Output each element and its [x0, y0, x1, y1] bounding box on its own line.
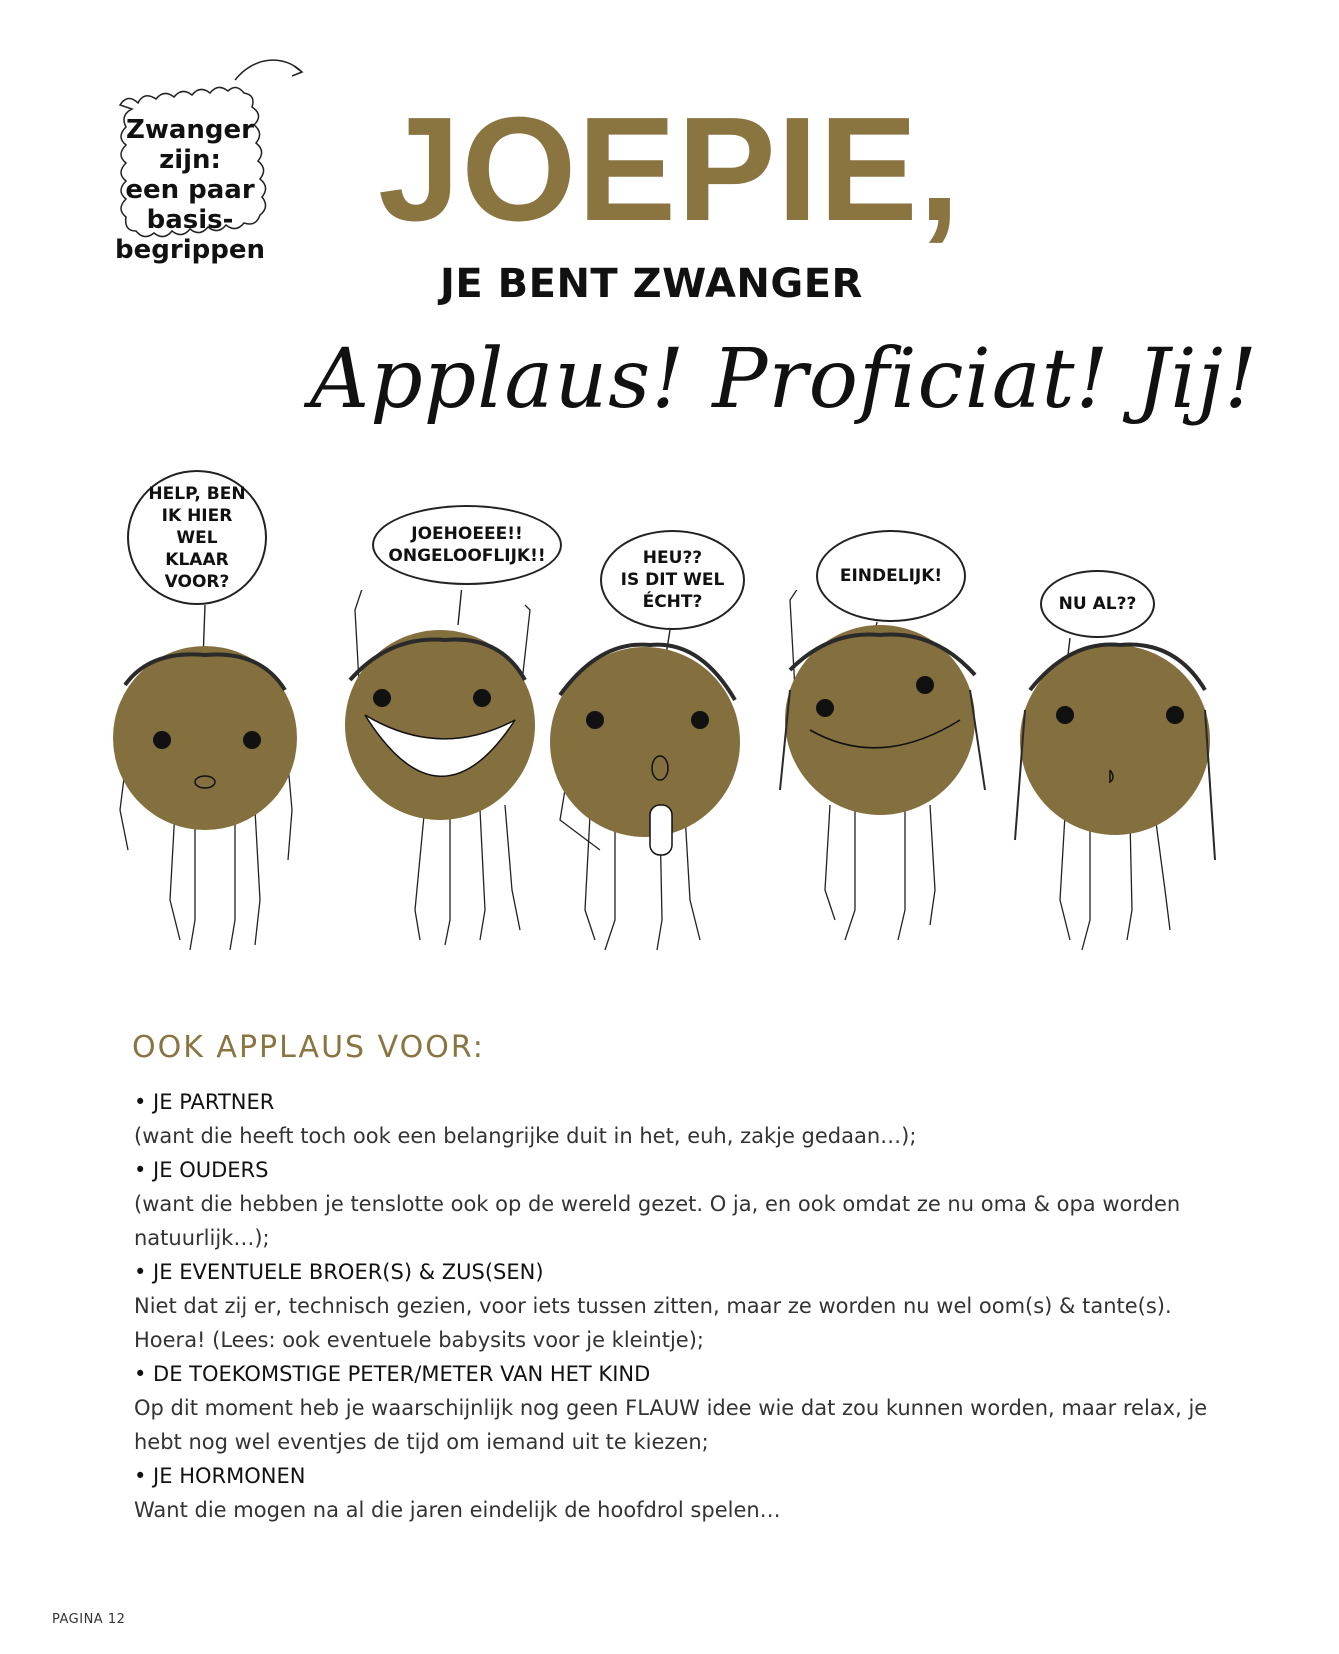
list-item-description: Want die mogen na al die jaren eindelijk de hoofdrol spelen…	[134, 1498, 781, 1522]
bubble-line: ONGELOOFLIJK!!	[388, 546, 546, 566]
bubble-line: IK HIER	[161, 505, 233, 526]
list-item	[134, 1085, 1214, 1153]
list-item-heading: • JE HORMONEN	[134, 1464, 306, 1488]
bubble-line: HEU??	[642, 548, 703, 568]
badge-line: Zwanger	[126, 115, 254, 145]
bubble-line: JOEHOEEE!!	[411, 524, 523, 544]
badge-line: basis-	[146, 205, 234, 235]
bubble-line: EINDELIJK!	[839, 566, 943, 586]
figures-illustration	[0, 590, 1339, 960]
arrow-icon	[235, 60, 302, 80]
figure-4	[780, 590, 985, 940]
applause-list	[134, 1085, 1214, 1527]
list-item-description: (want die heeft toch ook een belangrijke duit in het, euh, zakje gedaan…);	[134, 1124, 917, 1148]
list-item-description: Op dit moment heb je waarschijnlijk nog geen FLAUW idee wie dat zou kunnen worden, maar relax, je hebt nog wel eventjes de tijd om iemand uit te kiezen;	[134, 1396, 1208, 1454]
bubble-line: ÉCHT?	[642, 592, 703, 612]
bubble-line: IS DIT WEL	[620, 570, 725, 590]
speech-bubble-1	[127, 470, 267, 605]
list-item-heading: • JE PARTNER	[134, 1090, 275, 1114]
list-item	[134, 1255, 1214, 1357]
section-heading: OOK APPLAUS VOOR:	[132, 1030, 485, 1065]
badge-text	[100, 115, 280, 265]
list-item-heading: • JE EVENTUELE BROER(S) & ZUS(SEN)	[134, 1260, 544, 1284]
bubble-line: HELP, BEN	[148, 483, 246, 504]
list-item-heading: • JE OUDERS	[134, 1158, 269, 1182]
handwritten-tagline: Applaus! Proficiat! Jij!	[310, 332, 1259, 427]
badge-line: een paar	[125, 175, 255, 205]
bubble-line: WEL	[176, 527, 218, 548]
page-subtitle: JE BENT ZWANGER	[440, 261, 863, 307]
figure-2	[345, 590, 535, 945]
badge-line: zijn:	[159, 145, 221, 175]
list-item	[134, 1459, 1214, 1527]
bubble-line: NU AL??	[1058, 594, 1137, 614]
figure-1	[113, 646, 297, 950]
list-item-description: Niet dat zij er, technisch gezien, voor iets tussen zitten, maar ze worden nu wel oom(s) & tante(s). Hoera! (Lees: ook eventuele babysits voor je kleintje);	[134, 1294, 1172, 1352]
list-item	[134, 1153, 1214, 1255]
list-item	[134, 1357, 1214, 1459]
bubble-line: KLAAR	[165, 549, 229, 570]
badge-line: begrippen	[115, 235, 265, 265]
speech-bubble-2	[372, 505, 562, 585]
page-number: PAGINA 12	[52, 1612, 126, 1627]
bubble-line: VOOR?	[164, 571, 230, 592]
figure-3	[550, 645, 740, 950]
list-item-heading: • DE TOEKOMSTIGE PETER/METER VAN HET KIND	[134, 1362, 651, 1386]
page-title: JOEPIE,	[378, 87, 961, 252]
figure-5	[1015, 645, 1215, 950]
list-item-description: (want die hebben je tenslotte ook op de wereld gezet. O ja, en ook omdat ze nu oma & opa worden natuurlijk…);	[134, 1192, 1181, 1250]
